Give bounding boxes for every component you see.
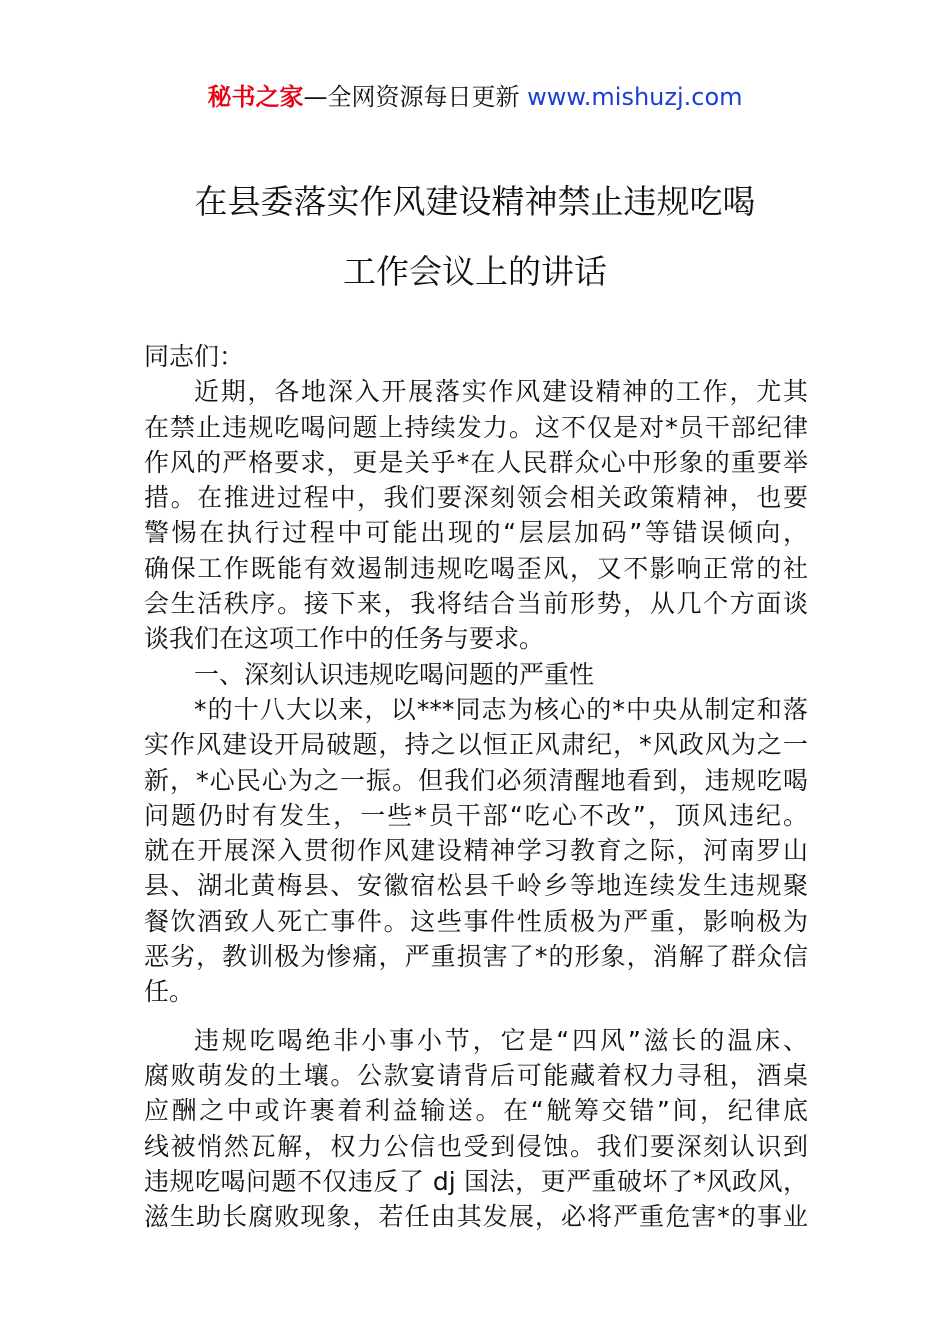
paragraph-line: 警惕在执行过程中可能出现的“层层加码”等错误倾向，: [144, 518, 808, 548]
paragraph-line: 任。: [144, 977, 195, 1007]
paragraph-line: *的十八大以来，以***同志为核心的*中央从制定和落: [194, 694, 808, 724]
site-header: [0, 80, 950, 114]
paragraph-line: 应酬之中或许裹着利益输送。在“觥筹交错”间，纪律底: [144, 1096, 808, 1126]
paragraph-line: 滋生助长腐败现象，若任由其发展，必将严重危害*的事业: [144, 1202, 808, 1232]
paragraph-line: 确保工作既能有效遏制违规吃喝歪风，又不影响正常的社: [144, 553, 808, 583]
paragraph-line: 恶劣，教训极为惨痛，严重损害了*的形象，消解了群众信: [144, 942, 808, 972]
paragraph-line: 实作风建设开局破题，持之以恒正风肃纪，*风政风为之一: [144, 730, 808, 760]
paragraph-gap: [144, 1010, 808, 1023]
paragraph-line: 在禁止违规吃喝问题上持续发力。这不仅是对*员干部纪律: [144, 412, 808, 442]
paragraph-line: 腐败萌发的土壤。公款宴请背后可能藏着权力寻租，酒桌: [144, 1060, 808, 1090]
paragraph-line: 作风的严格要求，更是关乎*在人民群众心中形象的重要举: [144, 447, 808, 477]
site-url-link[interactable]: www.mishuzj.com: [527, 83, 743, 111]
paragraph-line: 线被悄然瓦解，权力公信也受到侵蚀。我们要深刻认识到: [144, 1131, 808, 1161]
greeting: 同志们：: [144, 342, 245, 371]
document-body: [144, 339, 808, 1234]
document-title-line-1: 在县委落实作风建设精神禁止违规吃喝: [194, 182, 756, 221]
paragraph-line: 就在开展深入贯彻作风建设精神学习教育之际，河南罗山: [144, 836, 808, 866]
paragraph-line: 违规吃喝绝非小事小节，它是“四风”滋长的温床、: [194, 1025, 808, 1055]
document-title-line-2: 工作会议上的讲话: [343, 252, 607, 291]
paragraph-line: 会生活秩序。接下来，我将结合当前形势，从几个方面谈: [144, 589, 808, 619]
paragraph-line: 问题仍时有发生，一些*员干部“吃心不改”，顶风违纪。: [144, 800, 808, 830]
site-brand: 秘书之家: [207, 83, 304, 111]
section-heading: 一、深刻认识违规吃喝问题的严重性: [194, 659, 595, 689]
paragraph-line: 新，*心民心为之一振。但我们必须清醒地看到，违规吃喝: [144, 765, 808, 795]
paragraph-line: 措。在推进过程中，我们要深刻领会相关政策精神，也要: [144, 483, 808, 513]
paragraph-line: 近期，各地深入开展落实作风建设精神的工作，尤其: [194, 377, 808, 407]
paragraph-line: 县、湖北黄梅县、安徽宿松县千岭乡等地连续发生违规聚: [144, 871, 808, 901]
site-tagline: —全网资源每日更新: [303, 83, 520, 111]
paragraph-line: 违规吃喝问题不仅违反了 dj 国法，更严重破坏了*风政风，: [144, 1166, 808, 1196]
paragraph-line: 餐饮酒致人死亡事件。这些事件性质极为严重，影响极为: [144, 906, 808, 936]
paragraph-line: 谈我们在这项工作中的任务与要求。: [144, 624, 545, 654]
